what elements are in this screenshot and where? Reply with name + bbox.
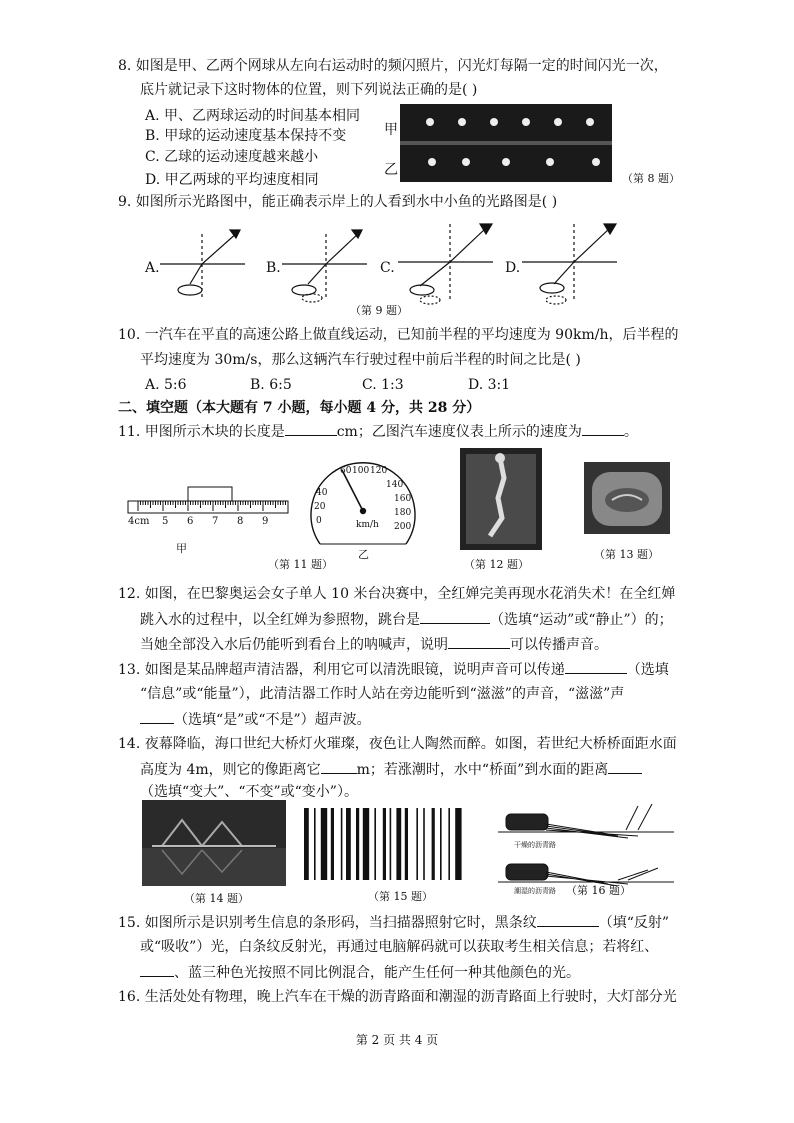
speedo-label-60: 60 (340, 466, 352, 476)
q9-option-label-c: C. (380, 260, 395, 276)
q9-diagram-a (160, 220, 250, 310)
q9-stem: 9. 如图所示光路图中，能正确表示岸上的人看到水中小鱼的光路图是( ) (118, 194, 558, 210)
q9-option-label-a: A. (145, 260, 160, 276)
q13-line1a: 13. 如图是某品牌超声清洁器，利用它可以清洗眼镜，说明声音可以传递 (118, 662, 565, 678)
ruler-label-5: 9 (262, 516, 269, 527)
speedo-label-40: 40 (316, 488, 328, 498)
q12-line3 (140, 634, 608, 655)
q11-ruler-caption: 甲 (176, 542, 187, 555)
q15-line1b: （填“反射” (598, 915, 670, 931)
speedo-label-200: 200 (394, 522, 412, 532)
q8-label-yi: 乙 (384, 162, 398, 178)
q14-line3: （选填“变大”、“不变”或“变小”）。 (140, 784, 358, 800)
q11-stem-end: 。 (623, 424, 638, 440)
ruler-label-4: 8 (237, 516, 244, 527)
speedo-label-120: 120 (370, 466, 388, 476)
q12-caption: （第 12 题） (464, 558, 529, 571)
barcode-bar (374, 808, 376, 880)
q13-blank-ultrasound[interactable] (140, 709, 174, 724)
q14-line2 (140, 759, 642, 780)
q15-line3b: 、蓝三种色光按照不同比例混合，能产生任何一种其他颜色的光。 (174, 965, 580, 981)
barcode-bar (314, 808, 316, 880)
q8-strobe-photo (400, 104, 612, 182)
ruler-label-0: 4cm (128, 516, 150, 527)
q15-line3 (140, 962, 580, 983)
q14-bridge-photo (142, 800, 286, 886)
q15-line1a: 15. 如图所示是识别考生信息的条形码，当扫描器照射它时，黑条纹 (118, 915, 537, 931)
q13-line2: “信息”或“能量”），此清洁器工作时人站在旁边能听到“滋滋”的声音，“滋滋”声 (140, 686, 625, 702)
barcode-bar (440, 808, 442, 880)
barcode-bar (363, 808, 369, 880)
barcode-bar (405, 808, 408, 880)
q8-option-d: D. 甲乙两球的平均速度相同 (145, 172, 319, 188)
barcode-bar (346, 808, 351, 880)
q9-diagram-d (522, 214, 622, 310)
q14-caption: （第 14 题） (184, 892, 249, 905)
barcode-bar (383, 808, 386, 880)
q13-cleaner-photo (584, 462, 670, 534)
q8-caption: （第 8 题） (622, 172, 680, 185)
q15-line1 (118, 912, 669, 933)
q12-line2b: （选填“运动”或“静止”）的； (490, 612, 673, 628)
q15-caption: （第 15 题） (368, 890, 433, 903)
q8-stem-line1: 8. 如图是甲、乙两个网球从左向右运动时的频闪照片，闪光灯每隔一定的时间闪光一次， (118, 58, 668, 74)
q11-stem-b: cm；乙图汽车速度仪表上所示的速度为 (336, 424, 582, 440)
q12-diver-photo (460, 448, 542, 550)
q12-blank-reference[interactable] (420, 609, 490, 624)
section2-title: 二、填空题（本大题有 7 小题，每小题 4 分，共 28 分） (118, 400, 481, 416)
speedo-label-20: 20 (314, 502, 326, 512)
barcode-bar (304, 808, 309, 880)
q9-diagram-c (398, 214, 498, 310)
q11-speedo-caption: 乙 (358, 548, 369, 561)
q12-line2 (140, 609, 673, 630)
ruler-label-2: 6 (187, 516, 194, 527)
q16-caption: （第 16 题） (566, 884, 631, 897)
q11-blank-speed[interactable] (582, 421, 624, 436)
q10-stem-line2: 平均速度为 30m/s，那么这辆汽车行驶过程中前后半程的时间之比是( ) (140, 352, 581, 368)
ruler-label-1: 5 (162, 516, 169, 527)
barcode-bar (455, 808, 461, 880)
q15-blank-absorb[interactable] (537, 912, 599, 927)
barcode-bar (423, 808, 425, 880)
q16-road-label-wet: 潮湿的沥青路 (514, 887, 556, 895)
q12-line1: 12. 如图，在巴黎奥运会女子单人 10 米台决赛中，全红婵完美再现水花消失术！在全红婵 (118, 586, 676, 602)
barcode-bar (432, 808, 435, 880)
q13-line1b: （选填 (626, 662, 669, 678)
barcode-bar (390, 808, 392, 880)
q16-line1: 16. 生活处处有物理，晚上汽车在干燥的沥青路面和潮湿的沥青路面上行驶时，大灯部分光 (118, 989, 677, 1005)
q8-option-b: B. 甲球的运动速度基本保持不变 (145, 128, 347, 144)
barcode-bar (321, 808, 327, 880)
ruler-label-3: 7 (212, 516, 219, 527)
barcode-bar (396, 808, 401, 880)
q13-line3b: （选填“是”或“不是”）超声波。 (174, 712, 371, 728)
speedo-label-160: 160 (394, 494, 412, 504)
q13-line1 (118, 659, 669, 680)
q8-stem-line2: 底片就记录下这时物体的位置，则下列说法正确的是( ) (140, 82, 478, 98)
q8-label-jia: 甲 (384, 122, 398, 138)
page-footer: 第 2 页 共 4 页 (355, 1033, 439, 1047)
q10-option-a: A. 5:6 (145, 377, 187, 393)
q14-line2b: m；若涨潮时，水中“桥面”到水面的距离 (356, 762, 609, 778)
q14-blank-change[interactable] (608, 759, 642, 774)
barcode-bar (356, 808, 359, 880)
q14-blank-distance[interactable] (321, 759, 357, 774)
q9-diagram-b (282, 220, 372, 310)
q10-option-d: D. 3:1 (468, 377, 511, 393)
q13-line3 (140, 709, 371, 730)
speedo-label-100: 100 (352, 466, 370, 476)
q16-road-label-dry: 干燥的沥青路 (514, 841, 556, 849)
q15-blank-color[interactable] (140, 962, 174, 977)
q9-option-label-b: B. (266, 260, 281, 276)
q11-stem (118, 421, 638, 442)
barcode-bar (448, 808, 450, 880)
q14-line2a: 高度为 4m，则它的像距离它 (140, 762, 321, 778)
speedo-label-0: 0 (316, 516, 322, 526)
barcode-bar (341, 808, 343, 880)
q14-line1: 14. 夜幕降临，海口世纪大桥灯火璀璨，夜色让人陶然而醉。如图，若世纪大桥桥面距水面 (118, 736, 677, 752)
q12-line3b: 可以传播声音。 (510, 637, 608, 653)
speedo-label-140: 140 (386, 480, 404, 490)
q8-option-c: C. 乙球的运动速度越来越小 (145, 149, 319, 165)
q11-caption: （第 11 题） (268, 558, 333, 571)
q9-option-label-d: D. (505, 260, 521, 276)
q13-caption: （第 13 题） (594, 548, 659, 561)
q8-option-a: A. 甲、乙两球运动的时间基本相同 (145, 108, 361, 124)
q10-option-c: C. 1:3 (362, 377, 404, 393)
q11-stem-a: 11. 甲图所示木块的长度是 (118, 424, 285, 440)
speedo-unit: km/h (356, 520, 379, 530)
barcode-bar (416, 808, 418, 880)
q10-stem-line1: 10. 一汽车在平直的高速公路上做直线运动，已知前半程的平均速度为 90km/h，后半程的 (118, 327, 679, 343)
q15-line2: 或“吸收”）光，白条纹反射光，再通过电脑解码就可以获取考生相关信息；若将红、 (140, 939, 659, 955)
q12-line3a: 当她全部没入水后仍能听到看台上的呐喊声，说明 (140, 637, 448, 653)
q12-line2a: 跳入水的过程中，以全红婵为参照物，跳台是 (140, 612, 420, 628)
barcode-bar (331, 808, 334, 880)
q10-option-b: B. 6:5 (250, 377, 292, 393)
q12-blank-medium[interactable] (448, 634, 510, 649)
q15-barcode (300, 806, 468, 882)
q13-blank-transfer[interactable] (565, 659, 627, 674)
q11-blank-length[interactable] (285, 421, 337, 436)
speedo-label-180: 180 (394, 508, 412, 518)
q9-caption: （第 9 题） (350, 304, 408, 317)
